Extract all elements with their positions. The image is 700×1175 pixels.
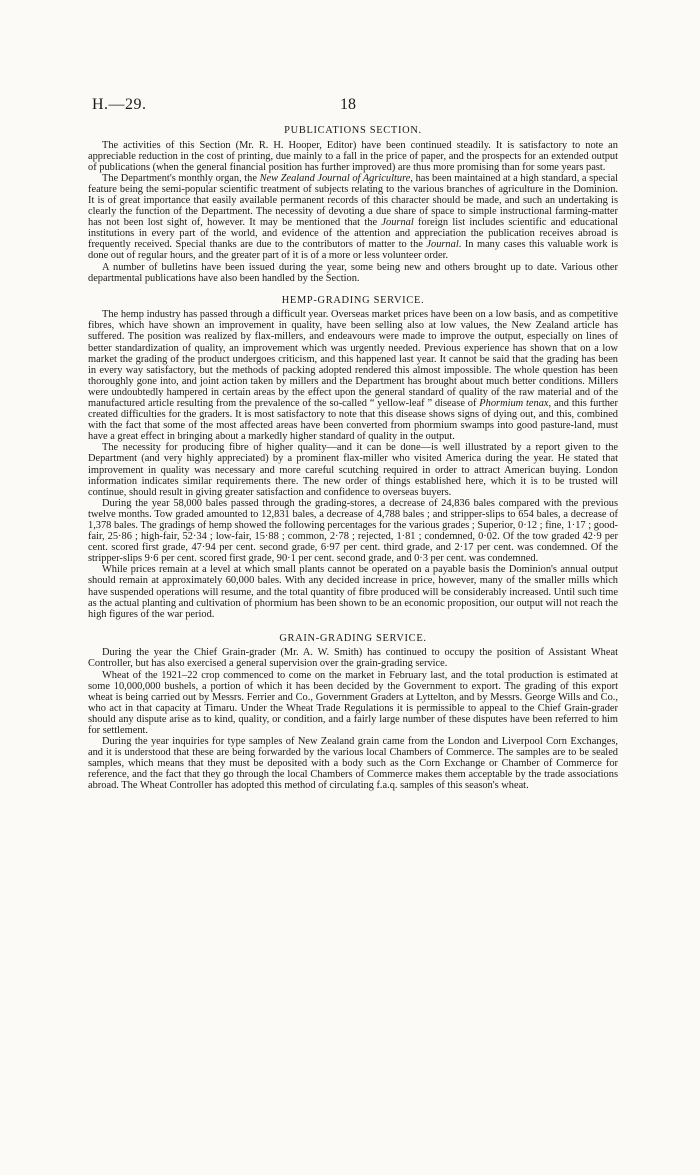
paragraph: During the year the Chief Grain-grader (Mr. A. W. Smith) has continued to occupy the position of Assistant Wheat Controller, but has also exercised a general supervision over the grain-grading service. [88,647,618,670]
paragraph: The hemp industry has passed through a difficult year. Overseas market prices have been on a low basis, and as competitive fibres, which have shown an improvement in quality, have been selling also at low values, the New Zealand article has suffered. The position was realized by flax-millers, and endeavours were made to improve the output, especially on lines of better standardization of quality, an improvement which was urgently needed. Previous experience has shown that on a low market the grading of the product undergoes criticism, and this happened last year. It cannot be said that the grading has been in every way satisfactory, but the methods of packing adopted rendered this almost impossible. The whole question has been thoroughly gone into, and joint action taken by millers and the Department has brought about much better conditions. Millers were undoubtedly hampered in certain areas by the effect upon the general standard of quality of the raw material and of the manufactured article resulting from the prevalence of the so-called “ yellow-leaf ” disease of Phormium tenax, and this further created difficulties for the graders. It is most satisfactory to note that this disease shows signs of dying out, and this, combined with the fact that some of the most affected areas have been converted from phormium swamps into good pasture-land, must have a great effect in bringing about a markedly higher standard of quality in the output. [88,309,618,443]
section-heading-hemp-grading: HEMP-GRADING SERVICE. [281,294,425,306]
italic-title: Journal [381,217,414,229]
section-heading-publications: PUBLICATIONS SECTION. [284,125,422,136]
italic-title: New Zealand Journal of Agriculture [259,172,411,184]
italic-species-name: Phormium tenax [479,397,549,409]
paragraph: The necessity for producing fibre of higher quality—and it can be done—is well illustrated by a report given to the Department (and very highly appreciated) by a prominent flax-miller who visited America during the year. He stated that improvement in quality was necessary and more careful scutching required in order to attract American buying. London information indicates similar requirements there. The new order of things established here, which it is to be trusted will continue, should result in giving greater satisfaction and confidence to overseas buyers. [88,442,618,498]
page-header [92,96,622,118]
paragraph: During the year 58,000 bales passed through the grading-stores, a decrease of 24,836 bales compared with the previous twelve months. Tow graded amounted to 12,831 bales, a decrease of 4,788 bales ; and stripper-slips to 654 bales, a decrease of 1,378 bales. The gradings of hemp showed the following percentages for the various grades ; Superior, 0·12 ; fine, 1·17 ; good-fair, 25·86 ; high-fair, 52·34 ; low-fair, 15·88 ; common, 2·78 ; rejected, 1·81 ; condemned, 0·02. Of the tow graded 42·9 per cent. scored first grade, 47·94 per cent. second grade, 6·97 per cent. third grade, and 2·17 per cent. was condemned. Of the stripper-slips 9·6 per cent. scored first grade, 90·1 per cent. second grade, and 0·3 per cent. was condemned. [88,497,618,565]
paragraph: During the year inquiries for type samples of New Zealand grain came from the London and Liverpool Corn Exchanges, and it is understood that these are being forwarded by the various local Chambers of Commerce. The samples are to be sealed samples, which means that they must be deposited with a body such as the Corn Exchange or Chamber of Commerce for reference, and the fact that they go through the local Chambers of Commerce makes them acceptable by the trade associations abroad. The Wheat Controller has adopted this method of circulating f.a.q. samples of this season's wheat. [88,736,618,792]
document-reference: H.—29. [92,96,147,113]
paragraph: A number of bulletins have been issued during the year, some being new and others brought up to date. Various other departmental publications have also been handled by the Section. [88,261,618,284]
section-heading-grain-grading: GRAIN-GRADING SERVICE. [279,632,427,644]
page-number: 18 [340,96,356,113]
page-content [88,125,618,792]
paragraph: The Department's monthly organ, the New Zealand Journal of Agriculture, has been maintained at a high standard, a special feature being the semi-popular scientific treatment of subjects relating to the various branches of agriculture in the Dominion. It is of great importance that easily available permanent records of this character should be made, and such an undertaking is clearly the function of the Department. The necessity of devoting a due share of space to simple instructional farming-matter has not been lost sight of, however. It may be mentioned that the Journal foreign list includes scientific and educational institutions in every part of the world, and evidence of the attention and appreciation the publication receives abroad is frequently received. Special thanks are due to the contributors of matter to the Journal. In many cases this valuable work is done out of regular hours, and the greater part of it is of a more or less volunteer order. [88,172,618,262]
paragraph: The activities of this Section (Mr. R. H. Hooper, Editor) have been continued steadily. It is satisfactory to note an appreciable reduction in the cost of printing, due mainly to a fall in the price of paper, and the prospects for an extended output of publications (when the general financial position has further improved) are thus more promising than for some years past. [88,139,618,173]
paragraph: While prices remain at a level at which small plants cannot be operated on a payable basis the Dominion's annual output should remain at approximately 60,000 bales. With any decided increase in price, however, many of the smaller mills which have suspended operations will resume, and the total quantity of fibre produced will be considerably increased. Until such time as the actual planting and cultivation of phormium has been shown to be an economic proposition, our output will not reach the high figures of the war period. [88,564,618,620]
paragraph: Wheat of the 1921–22 crop commenced to come on the market in February last, and the total production is estimated at some 10,000,000 bushels, a portion of which it has been decided by the Government to export. The grading of this export wheat is being carried out by Messrs. Ferrier and Co., Government Graders at Lyttelton, and by Messrs. George Wills and Co., who act in that capacity at Timaru. Under the Wheat Trade Regulations it is permissible to appeal to the Chief Grain-grader should any dispute arise as to kind, quality, or condition, and a fairly large number of these disputes have been referred to him for settlement. [88,669,618,736]
italic-title: Journal [426,239,459,251]
